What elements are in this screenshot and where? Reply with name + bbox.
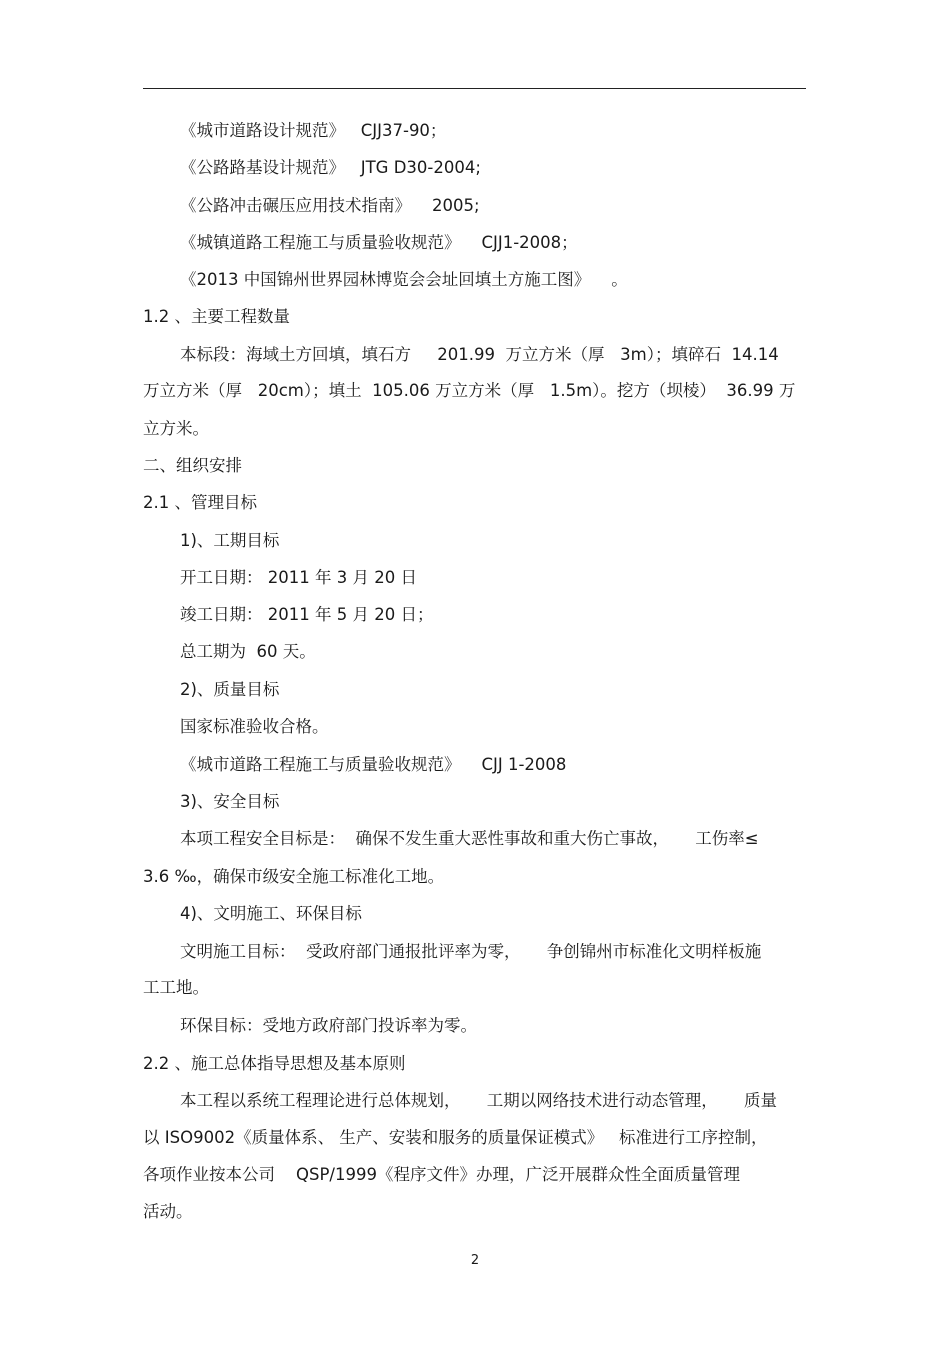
section-heading: 2.2 、施工总体指导思想及基本原则 (143, 1054, 406, 1073)
paragraph-line: 各项作业按本公司 QSP/1999《程序文件》办理，广泛开展群众性全面质量管理 (143, 1165, 740, 1184)
subheading: 3)、安全目标 (180, 792, 280, 811)
section-heading: 1.2 、主要工程数量 (143, 307, 290, 326)
reference-line: 《公路路基设计规范》 JTG D30-2004; (180, 158, 481, 177)
reference-line: 《2013 中国锦州世界园林博览会会址回填土方施工图》 。 (180, 270, 628, 289)
paragraph-line: 本标段：海域土方回填，填石方 201.99 万立方米（厚 3m）；填碎石 14.14 (180, 345, 779, 364)
paragraph-line: 文明施工目标： 受政府部门通报批评率为零， 争创锦州市标准化文明样板施 (180, 942, 762, 961)
paragraph-line: 本项工程安全目标是： 确保不发生重大恶性事故和重大伤亡事故， 工伤率≤ (180, 829, 759, 848)
paragraph-line: 以 ISO9002《质量体系、 生产、安装和服务的质量保证模式》 标准进行工序控制， (143, 1128, 768, 1147)
paragraph-line: 国家标准验收合格。 (180, 717, 329, 736)
paragraph-line: 工工地。 (143, 978, 209, 997)
header-rule (143, 88, 806, 89)
paragraph-line: 总工期为 60 天。 (180, 642, 316, 661)
paragraph-line: 竣工日期： 2011 年 5 月 20 日； (180, 605, 434, 624)
paragraph-line: 环保目标：受地方政府部门投诉率为零。 (180, 1016, 477, 1035)
paragraph-line: 活动。 (143, 1202, 193, 1221)
paragraph-line: 3.6 ‰，确保市级安全施工标准化工地。 (143, 867, 445, 886)
paragraph-line: 本工程以系统工程理论进行总体规划， 工期以网络技术进行动态管理， 质量 (180, 1091, 777, 1110)
subheading: 2)、质量目标 (180, 680, 280, 699)
reference-line: 《城市道路工程施工与质量验收规范》 CJJ 1-2008 (180, 755, 567, 774)
subheading: 4)、文明施工、环保目标 (180, 904, 362, 923)
paragraph-line: 开工日期： 2011 年 3 月 20 日 (180, 568, 417, 587)
paragraph-line: 万立方米（厚 20cm）；填土 105.06 万立方米（厚 1.5m）。挖方（坝棱） 36.99 万 (143, 381, 796, 400)
reference-line: 《公路冲击碾压应用技术指南》 2005; (180, 196, 480, 215)
section-heading: 2.1 、管理目标 (143, 493, 257, 512)
paragraph-line: 立方米。 (143, 419, 209, 438)
section-heading: 二、组织安排 (143, 456, 242, 475)
page-number: 2 (470, 1253, 480, 1268)
subheading: 1)、工期目标 (180, 531, 280, 550)
reference-line: 《城镇道路工程施工与质量验收规范》 CJJ1-2008； (180, 233, 578, 252)
reference-line: 《城市道路设计规范》 CJJ37-90； (180, 121, 447, 140)
